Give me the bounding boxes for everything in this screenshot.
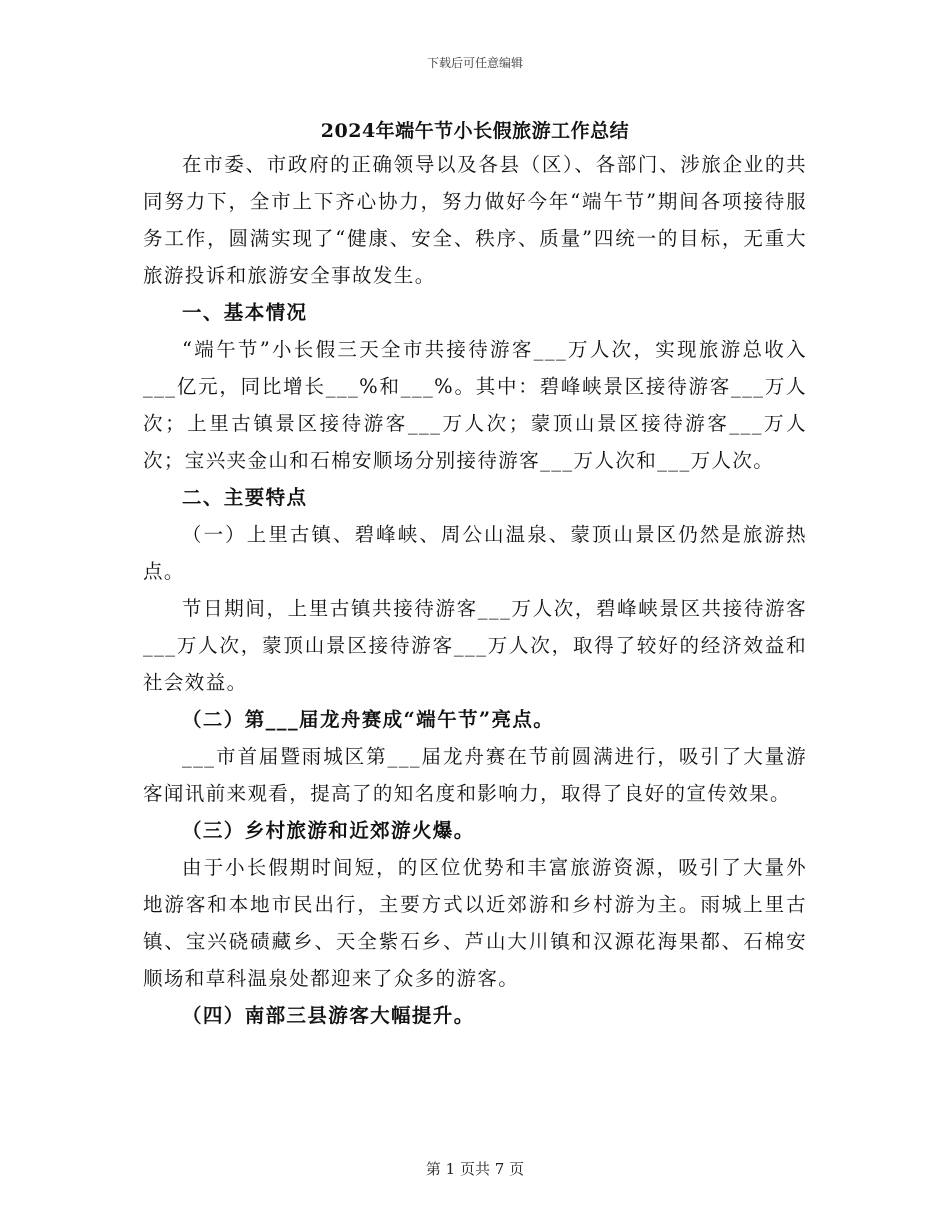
page-number: 第 1 页共 7 页 <box>425 1160 525 1178</box>
subheading-rural-tourism: （三）乡村旅游和近郊游火爆。 <box>182 819 475 842</box>
paragraph-feature-1-detail: 节日期间，上里古镇共接待游客___万人次，碧峰峡景区共接待游客___万人次，蒙顶山景区接待游客___万人次，取得了较好的经济效益和社会效益。 <box>143 597 807 694</box>
section-heading-main-features: 二、主要特点 <box>182 486 308 509</box>
subheading-southern-counties: （四）南部三县游客大幅提升。 <box>182 1004 475 1027</box>
section-heading-basic-situation: 一、基本情况 <box>182 301 308 324</box>
header-note: 下载后可任意编辑 <box>426 56 523 70</box>
paragraph-visitor-statistics: “端午节”小长假三天全市共接待游客___万人次，实现旅游总收入___亿元，同比增长___%和___%。其中：碧峰峡景区接待游客___万人次；上里古镇景区接待游客___万人次；蒙顶山景区接待游客___万人次；宝兴夹金山和石棉安顺场分别接待游客___万人次和___万人次。 <box>143 338 807 472</box>
paragraph-rural-tourism-detail: 由于小长假期时间短，的区位优势和丰富旅游资源，吸引了大量外地游客和本地市民出行，主要方式以近郊游和乡村游为主。雨城上里古镇、宝兴硗碛藏乡、天全紫石乡、芦山大川镇和汉源花海果都、石棉安顺场和草科温泉处都迎来了众多的游客。 <box>143 856 807 990</box>
paragraph-dragon-boat-detail: ___市首届暨雨城区第___届龙舟赛在节前圆满进行，吸引了大量游客闻讯前来观看，提高了的知名度和影响力，取得了良好的宣传效果。 <box>143 745 807 805</box>
document-body <box>143 146 807 1034</box>
paragraph-feature-1-title: （一）上里古镇、碧峰峡、周公山温泉、蒙顶山景区仍然是旅游热点。 <box>143 523 807 583</box>
subheading-dragon-boat: （二）第___届龙舟赛成“端午节”亮点。 <box>182 708 555 731</box>
page-title: 2024年端午节小长假旅游工作总结 <box>320 120 630 142</box>
paragraph-intro: 在市委、市政府的正确领导以及各县（区）、各部门、涉旅企业的共同努力下，全市上下齐心协力，努力做好今年“端午节”期间各项接待服务工作，圆满实现了“健康、安全、秩序、质量”四统一的目标，无重大旅游投诉和旅游安全事故发生。 <box>143 153 807 287</box>
